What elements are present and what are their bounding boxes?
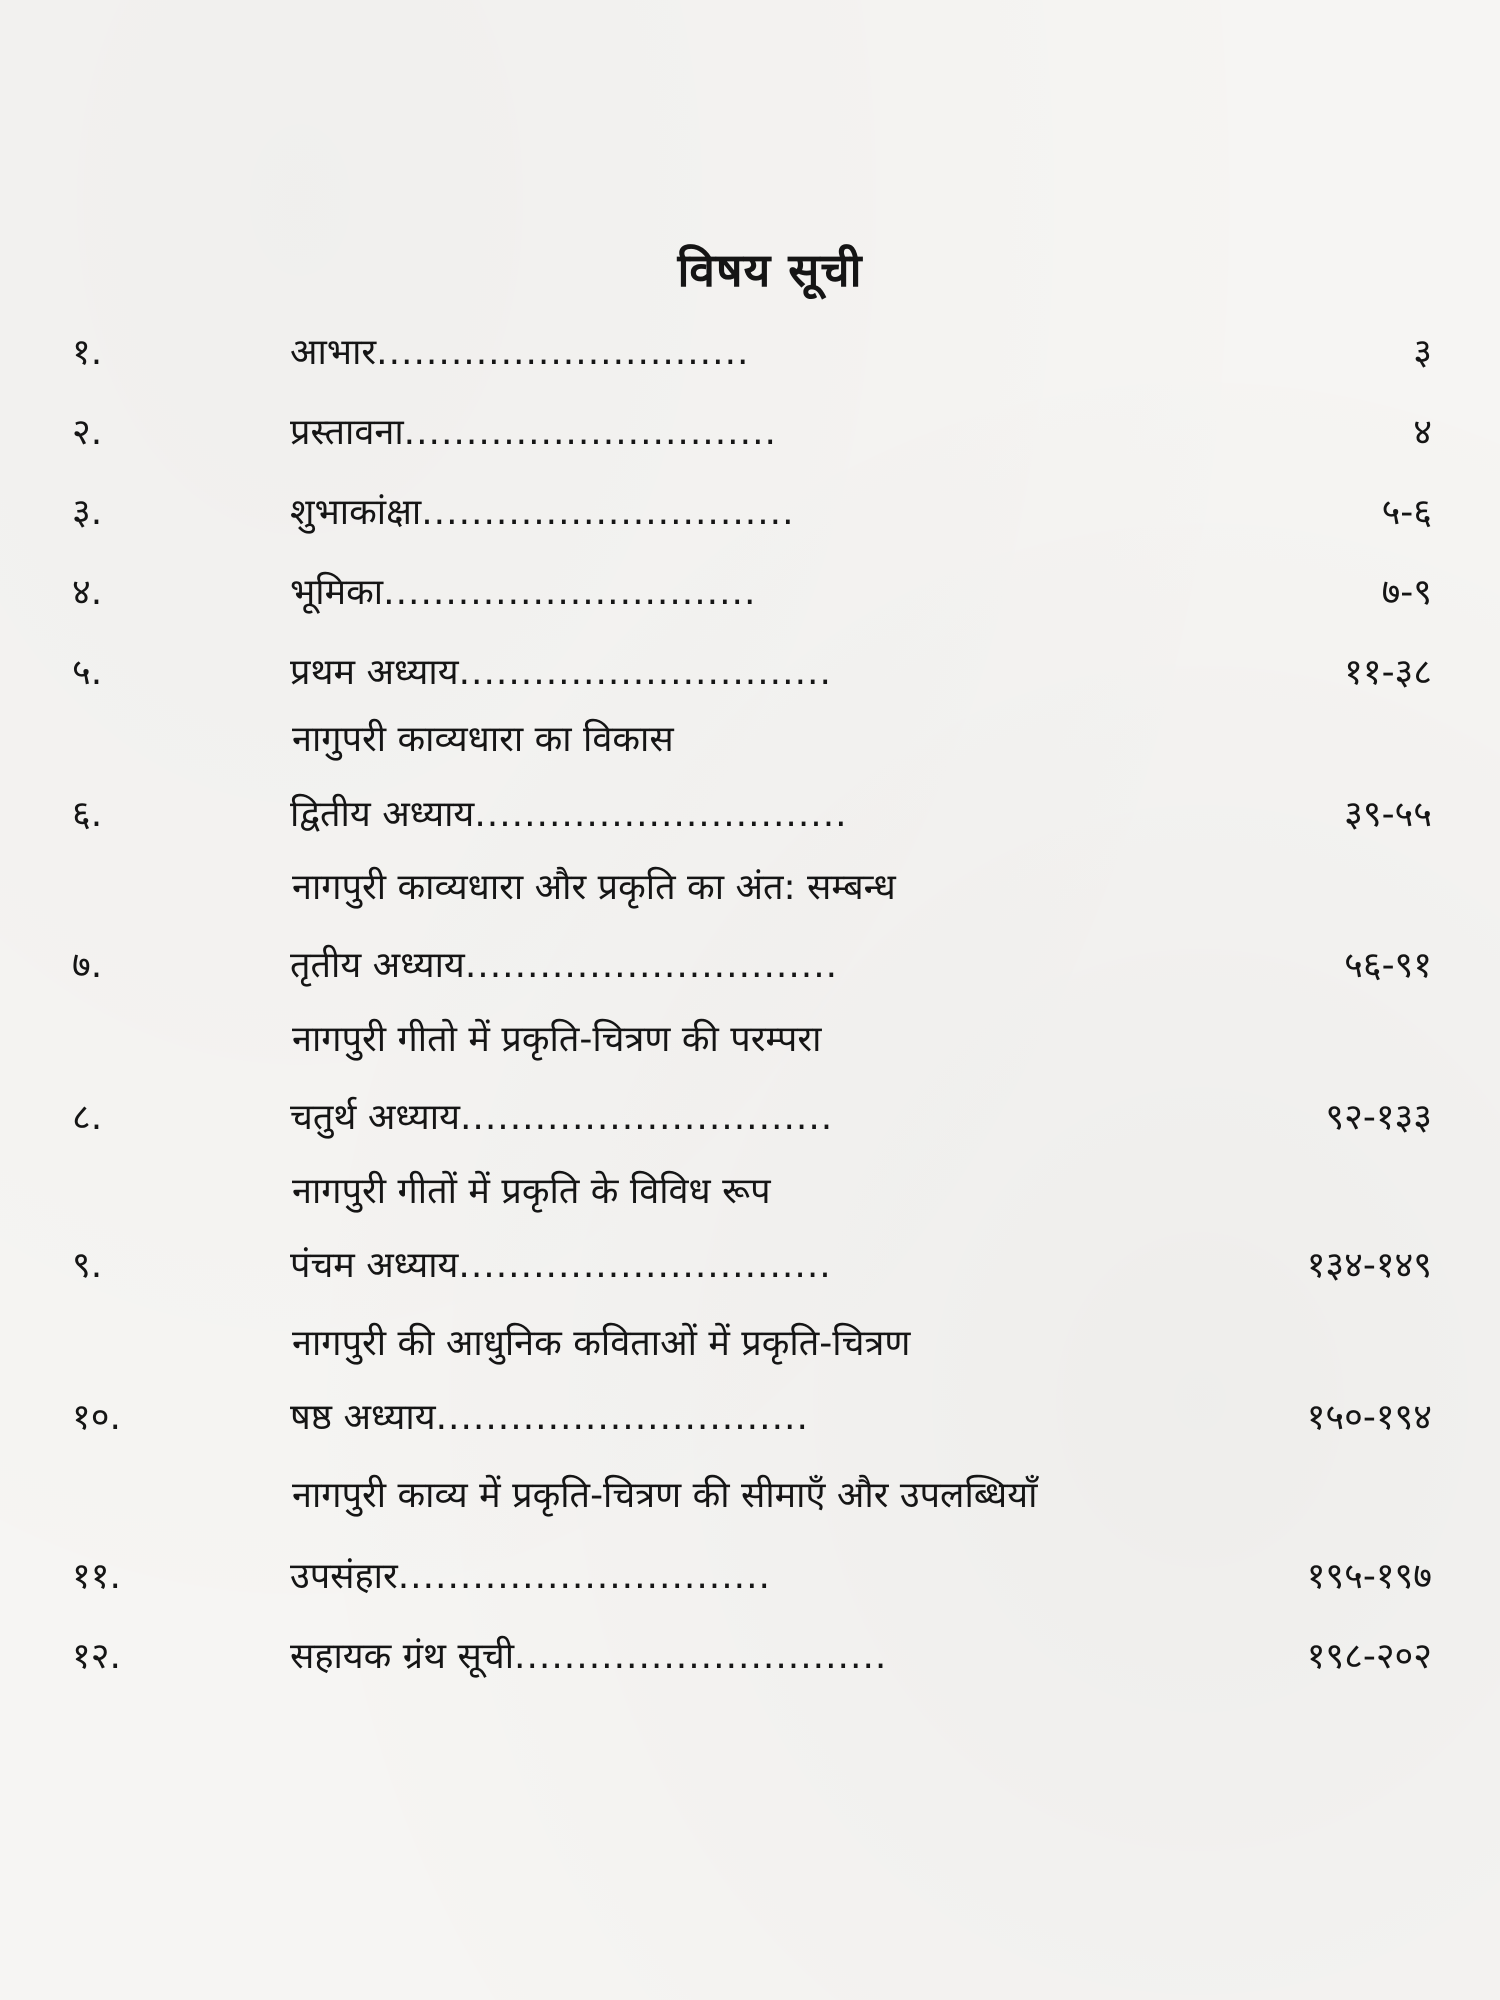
toc-entry-pages: ३९-५५ [1344,794,1432,835]
toc-entry-label-wrap [290,403,777,463]
toc-entry-8 [0,1088,1500,1148]
toc-entry-leader: .............................. [474,794,848,835]
toc-entry-pages: ११-३८ [1344,652,1432,693]
toc-entry-leader: .............................. [397,1556,771,1597]
toc-entry-pages: ५-६ [1381,492,1432,533]
toc-entry-label: भूमिका [290,572,384,613]
toc-entry-leader: .............................. [458,652,832,693]
toc-entry-label: उपसंहार [290,1556,398,1597]
toc-entry-leader: .............................. [459,1097,834,1138]
toc-entry-number: १०. [72,1397,121,1438]
page-title: विषय सूची [677,243,863,297]
toc-entry-label: सहायक ग्रंथ सूची [290,1636,515,1677]
toc-entry-label-wrap [290,563,756,623]
toc-entry-number: २. [72,412,103,453]
toc-entry-label-wrap [290,643,832,703]
toc-entry-label-wrap [290,483,795,543]
toc-entry-label: पंचम अध्याय [290,1245,459,1286]
toc-entry-pages: १९८-२०२ [1306,1636,1432,1677]
toc-entry-label: प्रथम अध्याय [290,652,459,693]
toc-entry-label: प्रस्तावना [290,412,404,453]
toc-entry-pages: १३४-१४९ [1306,1245,1432,1286]
toc-entry-label: द्वितीय अध्याय [290,794,475,835]
toc-entry-number: ११. [72,1556,121,1597]
toc-entry-12 [0,1627,1500,1687]
toc-entry-subtitle: नागपुरी काव्यधारा और प्रकृति का अंत: सम्बन्ध [292,867,896,908]
toc-entry-2 [0,403,1500,463]
toc-entry-label-wrap [290,1088,833,1148]
toc-entry-pages: ७-९ [1381,572,1432,613]
toc-entry-number: १. [72,332,103,373]
toc-entry-label: आभार [290,332,377,373]
toc-entry-5 [0,643,1500,703]
toc-entry-pages: ९२-१३३ [1325,1097,1432,1138]
toc-entry-number: ८. [72,1097,103,1138]
toc-entry-label-wrap [290,936,838,996]
toc-entry-number: १२. [72,1636,121,1677]
toc-entry-9 [0,1236,1500,1296]
toc-entry-3 [0,483,1500,543]
toc-entry-number: ५. [72,652,103,693]
toc-entry-leader: .............................. [464,945,839,986]
toc-entry-number: ३. [72,492,103,533]
toc-entry-leader: .............................. [421,492,795,533]
toc-entry-subtitle: नागुपरी काव्यधारा का विकास [292,719,674,760]
toc-entry-7 [0,936,1500,996]
toc-entry-pages: १९५-१९७ [1306,1556,1432,1597]
toc-entry-leader: .............................. [514,1636,888,1677]
toc-entry-subtitle: नागपुरी की आधुनिक कविताओं में प्रकृति-चित्रण [292,1323,911,1364]
toc-entry-pages: १५०-१९४ [1306,1397,1432,1438]
toc-entry-leader: .............................. [435,1397,809,1438]
toc-entry-label: शुभाकांक्षा [290,492,422,533]
toc-entry-number: ६. [72,794,103,835]
toc-entry-label-wrap [290,785,848,845]
toc-entry-1 [0,323,1500,383]
toc-entry-label-wrap [290,1627,887,1687]
toc-entry-pages: ३ [1413,332,1432,373]
toc-entry-4 [0,563,1500,623]
toc-entry-leader: .............................. [376,332,750,373]
toc-entry-leader: .............................. [383,572,757,613]
toc-entry-subtitle: नागपुरी गीतों में प्रकृति के विविध रूप [292,1171,771,1212]
toc-entry-label-wrap [290,323,749,383]
toc-entry-number: ४. [72,572,103,613]
toc-entry-number: ९. [72,1245,103,1286]
toc-entry-label: चतुर्थ अध्याय [290,1097,460,1138]
toc-entry-subtitle: नागपुरी काव्य में प्रकृति-चित्रण की सीमाएँ और उपलब्धियाँ [292,1475,1038,1516]
toc-entry-label-wrap [290,1547,771,1607]
toc-entry-6 [0,785,1500,845]
toc-entry-label-wrap [290,1388,809,1448]
toc-entry-label-wrap [290,1236,832,1296]
toc-entry-11 [0,1547,1500,1607]
toc-entry-10 [0,1388,1500,1448]
toc-entry-label: तृतीय अध्याय [290,945,465,986]
toc-entry-leader: .............................. [458,1245,832,1286]
toc-entry-leader: .............................. [403,412,777,453]
toc-entry-pages: ४ [1413,412,1432,453]
toc-entry-subtitle: नागपुरी गीतो में प्रकृति-चित्रण की परम्परा [292,1019,822,1060]
toc-entry-number: ७. [72,945,103,986]
toc-entry-label: षष्ठ अध्याय [290,1397,436,1438]
toc-entry-pages: ५६-९१ [1344,945,1432,986]
